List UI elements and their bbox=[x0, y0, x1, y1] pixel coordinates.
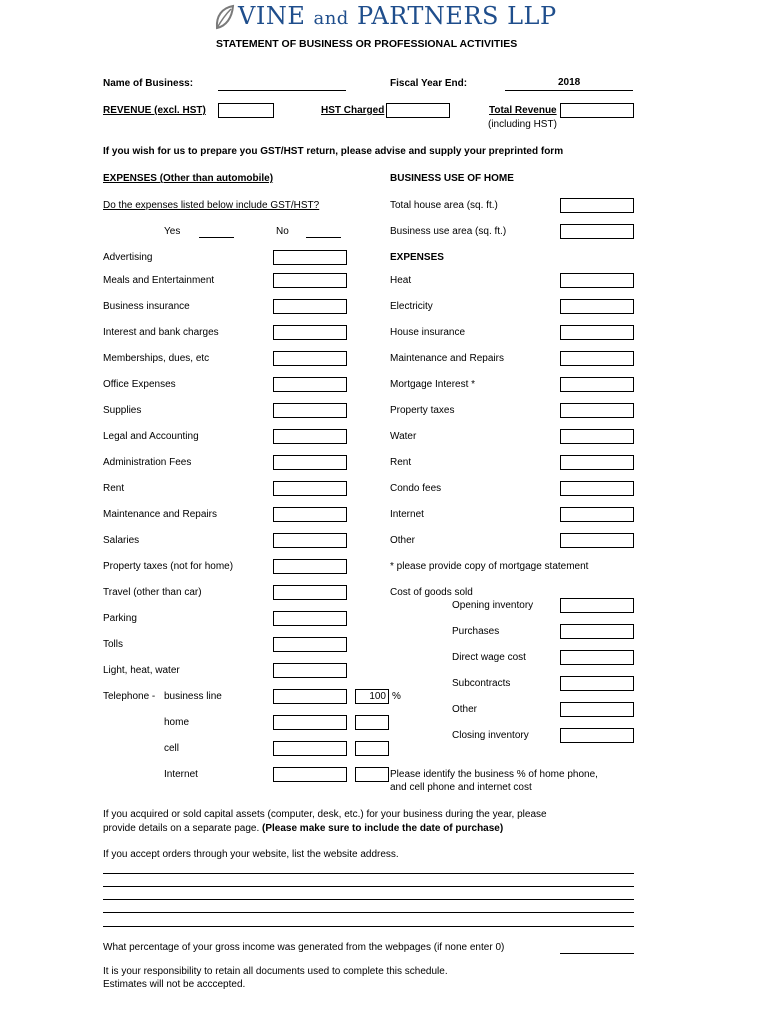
cogs-heading: Cost of goods sold bbox=[390, 587, 473, 598]
home-expense-label: Property taxes bbox=[390, 405, 455, 416]
capital-assets-line1: If you acquired or sold capital assets (computer, desk, etc.) for your business during the year, please bbox=[103, 809, 547, 820]
expense-input[interactable] bbox=[273, 429, 347, 444]
website-line[interactable] bbox=[103, 912, 634, 913]
home-expense-input[interactable] bbox=[560, 455, 634, 470]
webpage-percent-field[interactable] bbox=[560, 953, 634, 954]
home-expense-label: Rent bbox=[390, 457, 412, 468]
home-expense-label: Internet bbox=[390, 509, 424, 520]
telephone-label: Telephone - bbox=[103, 691, 156, 702]
home-expense-label: Maintenance and Repairs bbox=[390, 353, 504, 364]
home-phone-input[interactable] bbox=[273, 715, 347, 730]
cogs-label: Other bbox=[452, 704, 478, 715]
expense-input[interactable] bbox=[273, 299, 347, 314]
expense-input[interactable] bbox=[273, 559, 347, 574]
expense-label: Tolls bbox=[103, 639, 124, 650]
total-area-input[interactable] bbox=[560, 198, 634, 213]
cogs-input[interactable] bbox=[560, 702, 634, 717]
gst-notice: If you wish for us to prepare you GST/HST return, please advise and supply your preprinted form bbox=[103, 146, 564, 157]
home-expense-label: Electricity bbox=[390, 301, 433, 312]
expenses-heading: EXPENSES (Other than automobile) bbox=[103, 173, 274, 184]
name-of-business-label: Name of Business: bbox=[103, 78, 194, 89]
business-area-label: Business use area (sq. ft.) bbox=[390, 226, 507, 237]
vine-leaf-logo-icon bbox=[212, 4, 236, 32]
expense-label: Office Expenses bbox=[103, 379, 176, 390]
cell-phone-label: cell bbox=[164, 743, 180, 754]
gst-question: Do the expenses listed below include GST/HST? bbox=[103, 200, 320, 211]
phone-note-line2: and cell phone and internet cost bbox=[390, 782, 532, 793]
responsibility-line2: Estimates will not be acccepted. bbox=[103, 979, 246, 990]
hst-charged-input[interactable] bbox=[386, 103, 450, 118]
expense-label: Advertising bbox=[103, 252, 153, 263]
expense-input[interactable] bbox=[273, 377, 347, 392]
expense-label: Light, heat, water bbox=[103, 665, 180, 676]
name-of-business-field[interactable] bbox=[218, 90, 346, 91]
cogs-input[interactable] bbox=[560, 676, 634, 691]
capital-assets-line2-plain: provide details on a separate page. bbox=[103, 823, 262, 834]
expense-input[interactable] bbox=[273, 663, 347, 678]
home-expense-label: Water bbox=[390, 431, 417, 442]
expense-label: Legal and Accounting bbox=[103, 431, 199, 442]
capital-assets-line2-bold: (Please make sure to include the date of purchase) bbox=[262, 823, 504, 834]
firm-name: VINE and PARTNERS LLP bbox=[238, 2, 557, 30]
business-line-percent-input[interactable] bbox=[355, 689, 389, 704]
expense-label: Rent bbox=[103, 483, 125, 494]
cogs-label: Purchases bbox=[452, 626, 500, 637]
expense-input[interactable] bbox=[273, 250, 347, 265]
business-line-input[interactable] bbox=[273, 689, 347, 704]
website-prompt: If you accept orders through your website, list the website address. bbox=[103, 849, 399, 860]
website-line[interactable] bbox=[103, 873, 634, 874]
cell-phone-input[interactable] bbox=[273, 741, 347, 756]
percent-sign: % bbox=[392, 691, 401, 702]
home-phone-percent-input[interactable] bbox=[355, 715, 389, 730]
expense-label: Property taxes (not for home) bbox=[103, 561, 234, 572]
expense-input[interactable] bbox=[273, 455, 347, 470]
cogs-label: Closing inventory bbox=[452, 730, 529, 741]
expense-input[interactable] bbox=[273, 325, 347, 340]
home-phone-label: home bbox=[164, 717, 190, 728]
cogs-label: Opening inventory bbox=[452, 600, 534, 611]
cell-phone-percent-input[interactable] bbox=[355, 741, 389, 756]
home-expense-label: House insurance bbox=[390, 327, 466, 338]
home-expenses-heading: EXPENSES bbox=[390, 252, 444, 263]
including-hst-label: (including HST) bbox=[488, 119, 557, 130]
expense-label: Maintenance and Repairs bbox=[103, 509, 217, 520]
home-expense-input[interactable] bbox=[560, 299, 634, 314]
home-expense-label: Mortgage Interest * bbox=[390, 379, 476, 390]
cogs-input[interactable] bbox=[560, 624, 634, 639]
cogs-input[interactable] bbox=[560, 728, 634, 743]
yes-field[interactable] bbox=[199, 237, 234, 238]
expense-label: Travel (other than car) bbox=[103, 587, 202, 598]
no-field[interactable] bbox=[306, 237, 341, 238]
home-expense-input[interactable] bbox=[560, 481, 634, 496]
revenue-input[interactable] bbox=[218, 103, 274, 118]
expense-input[interactable] bbox=[273, 533, 347, 548]
responsibility-line1: It is your responsibility to retain all documents used to complete this schedule. bbox=[103, 966, 448, 977]
home-expense-input[interactable] bbox=[560, 351, 634, 366]
expense-label: Parking bbox=[103, 613, 137, 624]
expense-input[interactable] bbox=[273, 351, 347, 366]
home-expense-input[interactable] bbox=[560, 273, 634, 288]
internet-phone-label: Internet bbox=[164, 769, 198, 780]
home-expense-input[interactable] bbox=[560, 403, 634, 418]
expense-input[interactable] bbox=[273, 585, 347, 600]
cogs-label: Direct wage cost bbox=[452, 652, 526, 663]
internet-percent-input[interactable] bbox=[355, 767, 389, 782]
expense-label: Interest and bank charges bbox=[103, 327, 219, 338]
home-expense-input[interactable] bbox=[560, 377, 634, 392]
fiscal-year-end-label: Fiscal Year End: bbox=[390, 78, 468, 89]
capital-assets-line2 bbox=[103, 823, 503, 834]
expense-input[interactable] bbox=[273, 507, 347, 522]
expense-label: Memberships, dues, etc bbox=[103, 353, 210, 364]
expense-input[interactable] bbox=[273, 273, 347, 288]
website-line[interactable] bbox=[103, 926, 634, 927]
home-expense-label: Other bbox=[390, 535, 416, 546]
internet-input[interactable] bbox=[273, 767, 347, 782]
hst-charged-label: HST Charged bbox=[321, 105, 385, 116]
expense-input[interactable] bbox=[273, 403, 347, 418]
website-line[interactable] bbox=[103, 886, 634, 887]
fiscal-year-end-value[interactable]: 2018 bbox=[558, 77, 581, 88]
expense-input[interactable] bbox=[273, 611, 347, 626]
revenue-label: REVENUE (excl. HST) bbox=[103, 105, 206, 116]
total-revenue-input[interactable] bbox=[560, 103, 634, 118]
business-area-input[interactable] bbox=[560, 224, 634, 239]
website-line[interactable] bbox=[103, 899, 634, 900]
yes-label: Yes bbox=[164, 226, 181, 237]
webpage-percent-question: What percentage of your gross income was generated from the webpages (if none enter 0) bbox=[103, 942, 505, 953]
phone-note-line1: Please identify the business % of home phone, bbox=[390, 769, 598, 780]
business-line-percent-value: 100 bbox=[369, 691, 386, 702]
home-expense-input[interactable] bbox=[560, 533, 634, 548]
home-expense-label: Condo fees bbox=[390, 483, 442, 494]
total-area-label: Total house area (sq. ft.) bbox=[390, 200, 498, 211]
home-expense-input[interactable] bbox=[560, 507, 634, 522]
cogs-label: Subcontracts bbox=[452, 678, 511, 689]
no-label: No bbox=[276, 226, 289, 237]
total-revenue-label: Total Revenue bbox=[489, 105, 557, 116]
expense-label: Supplies bbox=[103, 405, 142, 416]
page-title: STATEMENT OF BUSINESS OR PROFESSIONAL ACTIVITIES bbox=[216, 38, 518, 50]
expense-label: Business insurance bbox=[103, 301, 190, 312]
home-expense-label: Heat bbox=[390, 275, 412, 286]
expense-label: Salaries bbox=[103, 535, 140, 546]
cogs-input[interactable] bbox=[560, 598, 634, 613]
cogs-input[interactable] bbox=[560, 650, 634, 665]
fiscal-year-end-field[interactable] bbox=[505, 90, 633, 91]
expense-input[interactable] bbox=[273, 481, 347, 496]
expense-input[interactable] bbox=[273, 637, 347, 652]
expense-label: Meals and Entertainment bbox=[103, 275, 215, 286]
business-line-label: business line bbox=[164, 691, 222, 702]
expense-label: Administration Fees bbox=[103, 457, 192, 468]
home-expense-input[interactable] bbox=[560, 429, 634, 444]
home-heading: BUSINESS USE OF HOME bbox=[390, 173, 514, 184]
mortgage-note: * please provide copy of mortgage statement bbox=[390, 561, 589, 572]
home-expense-input[interactable] bbox=[560, 325, 634, 340]
